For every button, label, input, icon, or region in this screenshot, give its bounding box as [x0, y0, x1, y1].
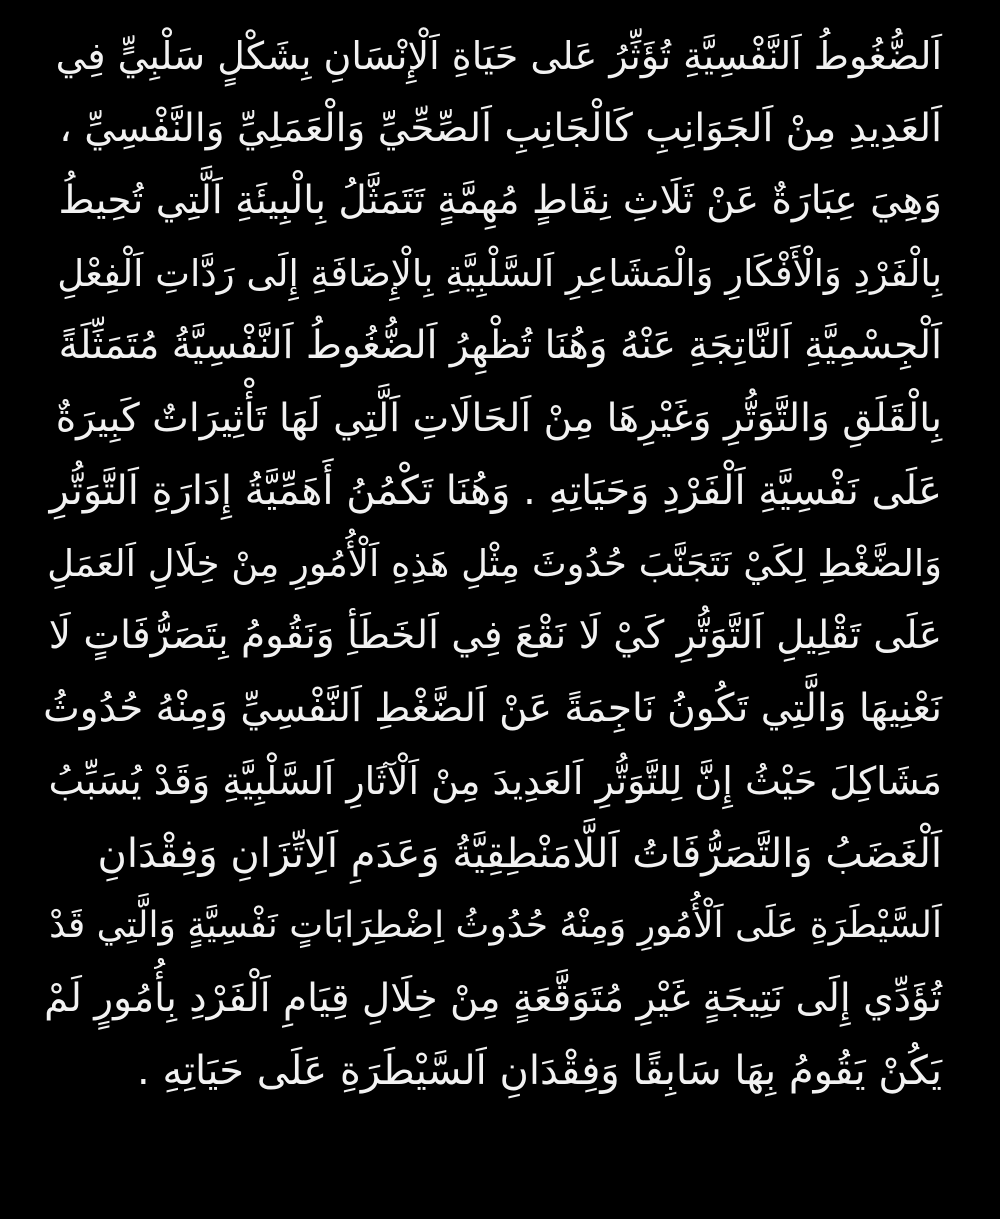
- text-line: عَلَى نَفْسِيَّةِ اَلْفَرْدِ وَحَيَاتِهِ . وَهُنَا تَكْمُنُ أَهَمِّيَّةُ إِدَارَةِ اَلتَّوَتُّرِ: [49, 468, 942, 514]
- text-line: اَلضُّغُوطُ اَلنَّفْسِيَّةِ تُؤَثِّرُ عَلى حَيَاةِ اَلْإِنْسَانِ بِشَكْلٍ سَلْبِيٍّ فِي: [55, 34, 942, 78]
- text-line: مَشَاكِلَ حَيْثُ إِنَّ لِلتَّوَتُّرِ اَلعَدِيدَ مِنْ اَلْآثَارِ اَلسَّلْبِيَّةِ وَقَدْ يُسَبِّبُ: [48, 759, 942, 803]
- text-line: اَلعَدِيدِ مِنْ اَلجَوَانِبِ كَالْجَانِبِ اَلصِّحِّيِّ وَالْعَمَلِيِّ وَالنَّفْسِيِّ ،: [59, 105, 942, 151]
- text-line: وَالضَّغْطِ لِكَيْ نَتَجَنَّبَ حُدُوثَ مِثْلِ هَذِهِ اَلْأُمُورِ مِنْ خِلَالِ اَلعَمَلِ: [47, 541, 942, 585]
- text-line: اَلسَّيْطَرَةِ عَلَى اَلْأُمُورِ وَمِنْهُ حُدُوثُ اِضْطِرَابَاتٍ نَفْسِيَّةٍ وَالَّتِي قَدْ: [49, 905, 942, 946]
- text-line: يَكُنْ يَقُومُ بِهَا سَابِقًا وَفِقْدَانِ اَلسَّيْطَرَةِ عَلَى حَيَاتِهِ .: [137, 1048, 942, 1094]
- text-line: اَلْغَضَبُ وَالتَّصَرُّفَاتُ اَللَّامَنْطِقِيَّةُ وَعَدَمِ اَلِاتِّزَانِ وَفِقْدَانِ: [97, 830, 942, 877]
- arabic-text-paragraph: [40, 20, 942, 1108]
- text-line: تُؤَدِّي إِلَى نَتِيجَةٍ غَيْرِ مُتَوَقَّعَةٍ مِنْ خِلَالِ قِيَامِ اَلْفَرْدِ بِأُمُورٍ لَمْ: [44, 975, 942, 1021]
- text-line: بِالْفَرْدِ وَالْأَفْكَارِ وَالْمَشَاعِرِ اَلسَّلْبِيَّةِ بِالْإِضَافَةِ إِلَى رَدَّاتِ اَلْفِعْلِ: [57, 251, 942, 295]
- text-line: نَعْنِيهَا وَالَّتِي تَكُونُ نَاجِمَةً عَنْ اَلضَّغْطِ اَلنَّفْسِيِّ وَمِنْهُ حُدُوثُ: [43, 685, 942, 731]
- text-line: وَهِيَ عِبَارَةٌ عَنْ ثَلَاثِ نِقَاطٍ مُهِمَّةٍ تَتَمَثَّلُ بِالْبِيئَةِ اَلَّتِي تُحِيطُ: [58, 178, 942, 223]
- text-line: اَلْجِسْمِيَّةِ اَلنَّاتِجَةِ عَنْهُ وَهُنَا تُظْهِرُ اَلضُّغُوطُ اَلنَّفْسِيَّةُ مُتَمَثِّلَةً: [58, 323, 942, 368]
- text-line: عَلَى تَقْلِيلِ اَلتَّوَتُّرِ كَيْ لَا نَقْعَ فِي اَلخَطَأِ وَنَقُومُ بِتَصَرُّفَاتٍ لَا: [48, 613, 942, 658]
- text-line: بِالْقَلَقِ وَالتَّوَتُّرِ وَغَيْرِهَا مِنْ اَلحَالَاتِ اَلَّتِي لَهَا تَأْثِيرَاتٌ كَبِيرَةٌ: [55, 395, 942, 441]
